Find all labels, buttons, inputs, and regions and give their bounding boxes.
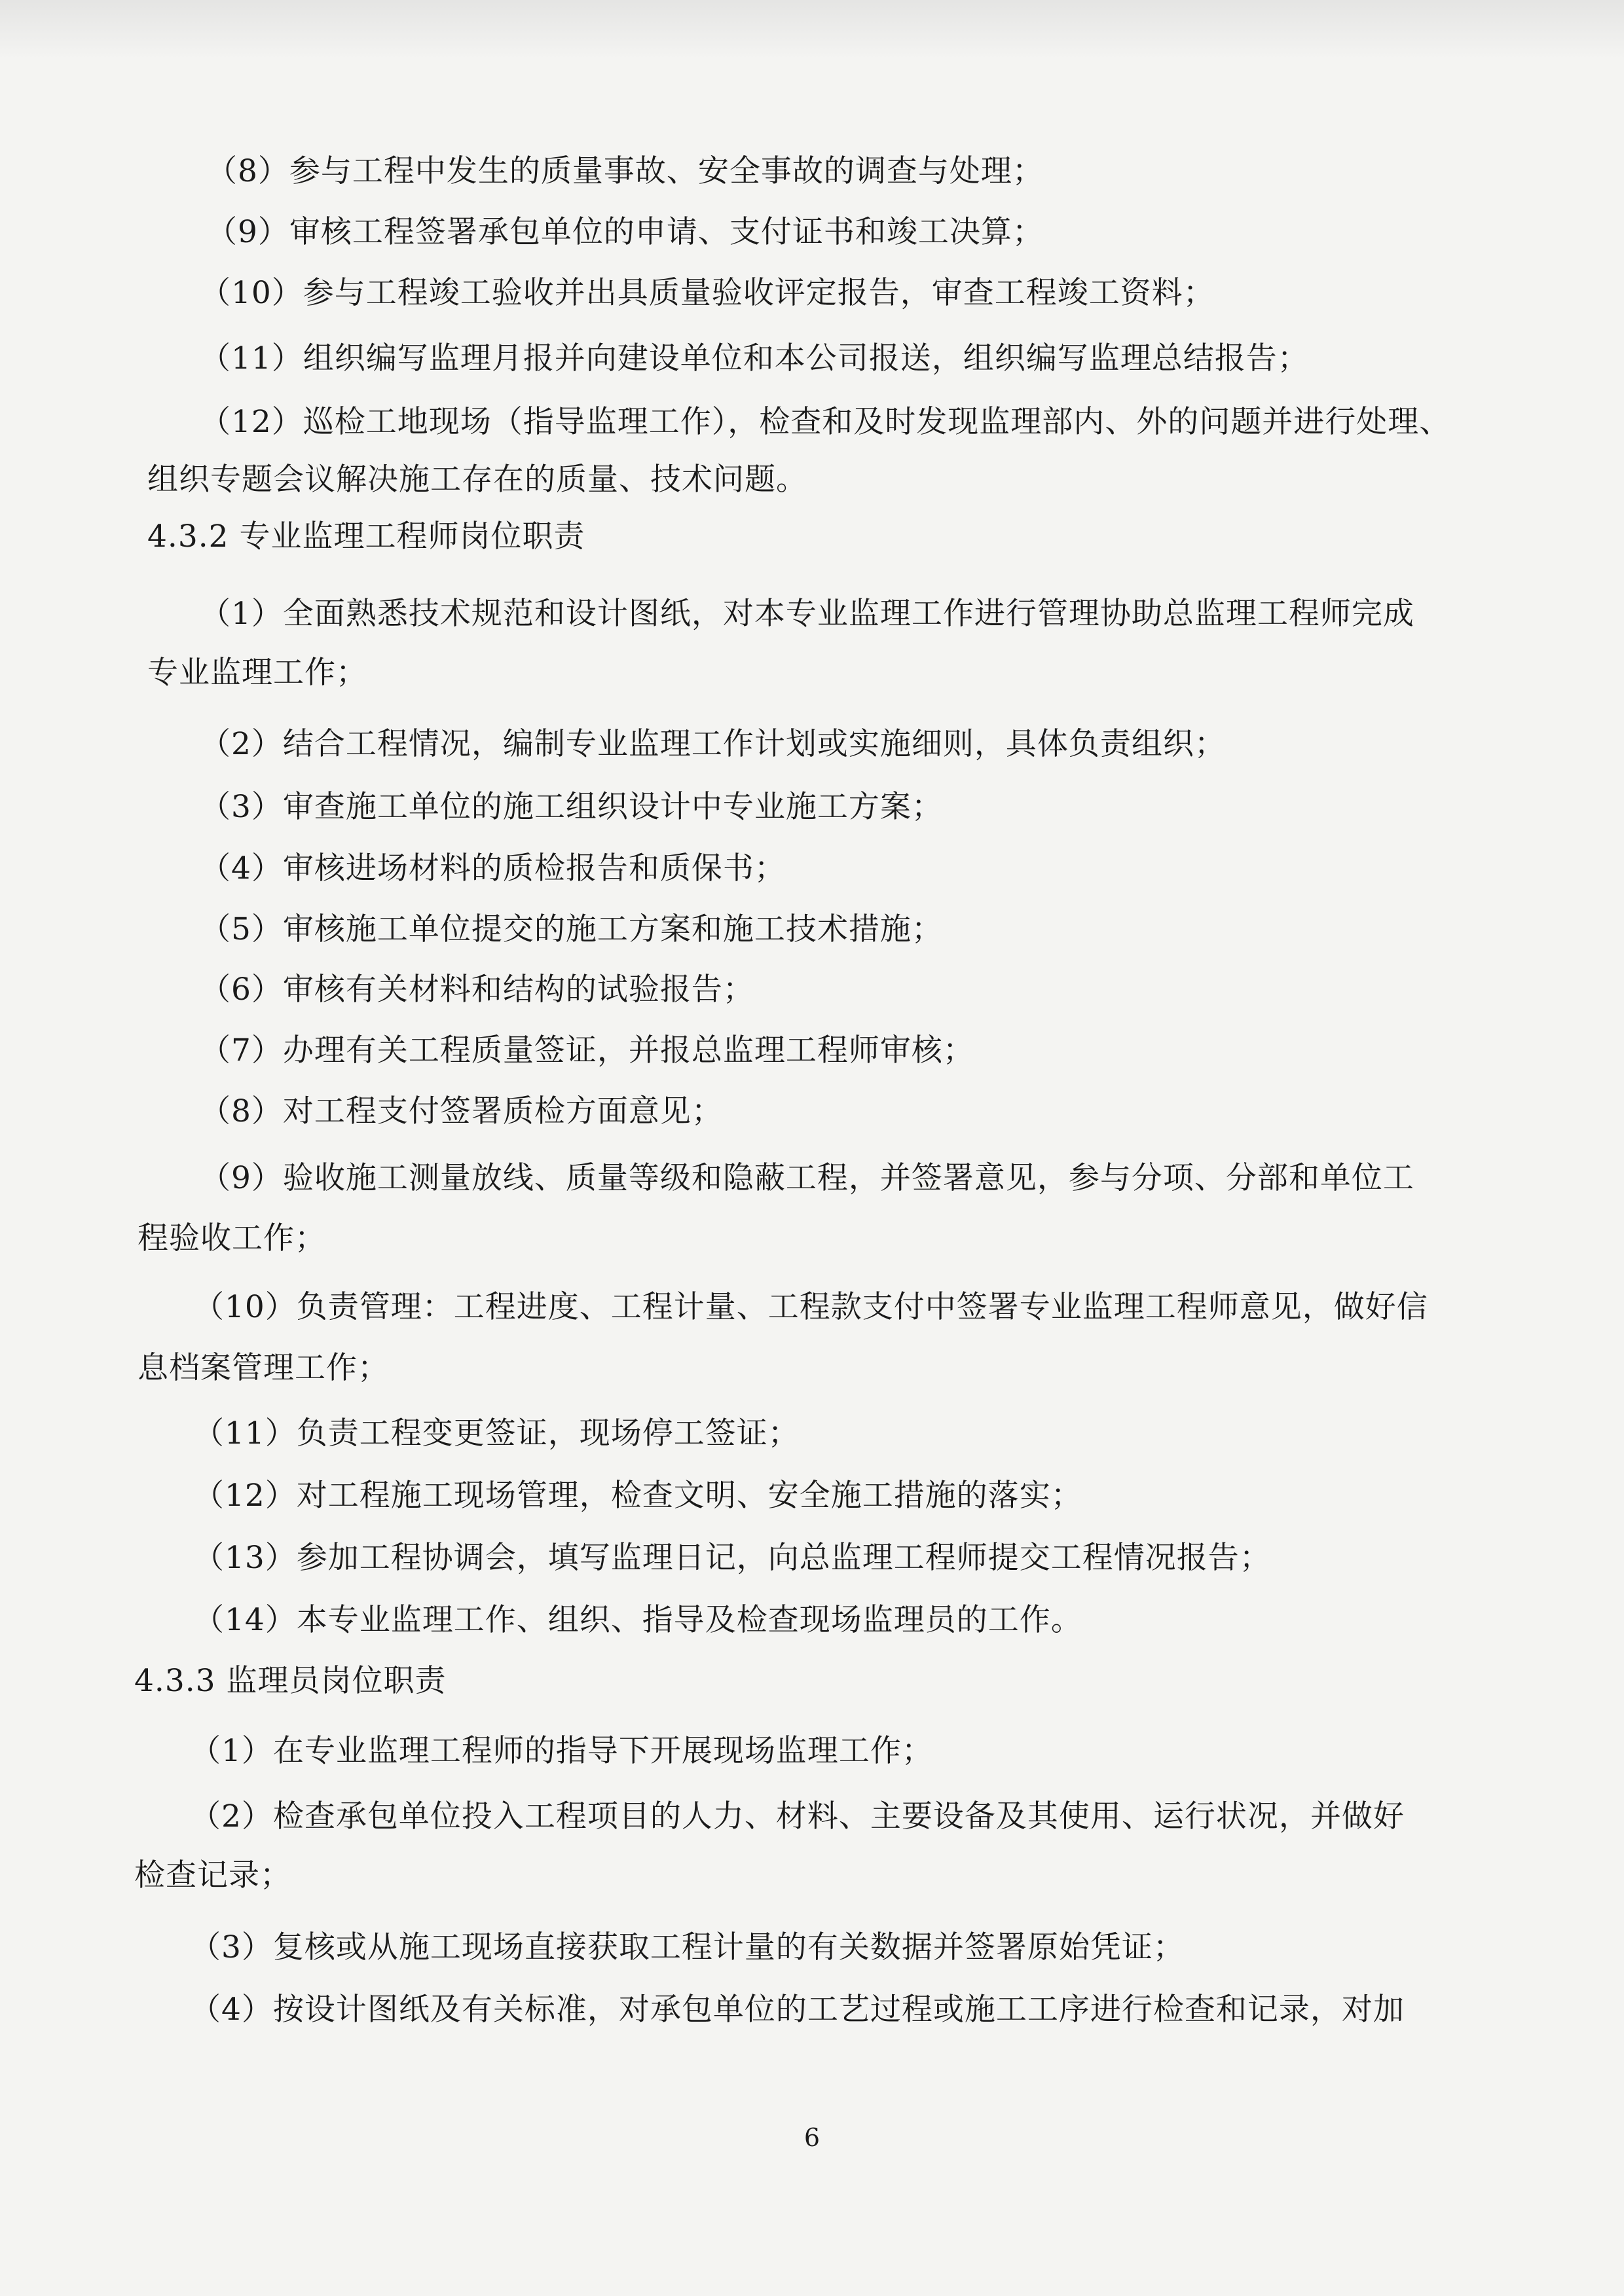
duty-item: （1）全面熟悉技术规范和设计图纸，对本专业监理工作进行管理协助总监理工程师完成: [200, 596, 1414, 632]
duty-item: （1）在专业监理工程师的指导下开展现场监理工作；: [190, 1733, 933, 1769]
duty-item: （3）审查施工单位的施工组织设计中专业施工方案；: [200, 789, 943, 825]
duty-item: （5）审核施工单位提交的施工方案和施工技术措施；: [200, 911, 943, 947]
duty-item: （4）审核进场材料的质检报告和质保书；: [200, 850, 786, 886]
duty-item: （11）组织编写监理月报并向建设单位和本公司报送，组织编写监理总结报告；: [200, 340, 1309, 376]
duty-item: （2）检查承包单位投入工程项目的人力、材料、主要设备及其使用、运行状况，并做好: [190, 1798, 1405, 1834]
duty-item: （4）按设计图纸及有关标准，对承包单位的工艺过程或施工工序进行检查和记录，对加: [190, 1992, 1405, 2028]
page-number: 6: [803, 2123, 821, 2152]
duty-item-continuation: 专业监理工作；: [147, 655, 367, 691]
duty-item: （12）对工程施工现场管理，检查文明、安全施工措施的落实；: [193, 1478, 1082, 1514]
duty-item-continuation: 检查记录；: [134, 1857, 291, 1893]
duty-item: （10）参与工程竣工验收并出具质量验收评定报告，审查工程竣工资料；: [200, 275, 1215, 311]
duty-item: （2）结合工程情况，编制专业监理工作计划或实施细则，具体负责组织；: [200, 726, 1226, 762]
duty-item-continuation: 息档案管理工作；: [138, 1350, 389, 1386]
duty-item: （7）办理有关工程质量签证，并报总监理工程师审核；: [200, 1032, 974, 1068]
duty-item: （6）审核有关材料和结构的试验报告；: [200, 972, 754, 1008]
section-heading-4-3-3: 4.3.3 监理员岗位职责: [134, 1663, 447, 1699]
duty-item: （8）参与工程中发生的质量事故、安全事故的调查与处理；: [206, 153, 1044, 189]
duty-item: （13）参加工程协调会，填写监理日记，向总监理工程师提交工程情况报告；: [193, 1540, 1271, 1576]
scan-header-smudge: [0, 0, 1624, 59]
duty-item: （10）负责管理：工程进度、工程计量、工程款支付中签署专业监理工程师意见，做好信: [193, 1289, 1428, 1325]
duty-item: （3）复核或从施工现场直接获取工程计量的有关数据并签署原始凭证；: [190, 1929, 1185, 1965]
duty-item-continuation: 组织专题会议解决施工存在的质量、技术问题。: [147, 462, 807, 498]
duty-item: （9）审核工程签署承包单位的申请、支付证书和竣工决算；: [206, 214, 1044, 250]
duty-item-continuation: 程验收工作；: [138, 1220, 326, 1256]
duty-item: （8）对工程支付签署质检方面意见；: [200, 1093, 723, 1129]
duty-item: （9）验收施工测量放线、质量等级和隐蔽工程，并签署意见，参与分项、分部和单位工: [200, 1160, 1414, 1196]
section-heading-4-3-2: 4.3.2 专业监理工程师岗位职责: [147, 519, 585, 555]
duty-item: （14）本专业监理工作、组织、指导及检查现场监理员的工作。: [193, 1602, 1082, 1638]
duty-item: （11）负责工程变更签证，现场停工签证；: [193, 1415, 800, 1451]
duty-item: （12）巡检工地现场（指导监理工作），检查和及时发现监理部内、外的问题并进行处理、: [200, 404, 1451, 440]
